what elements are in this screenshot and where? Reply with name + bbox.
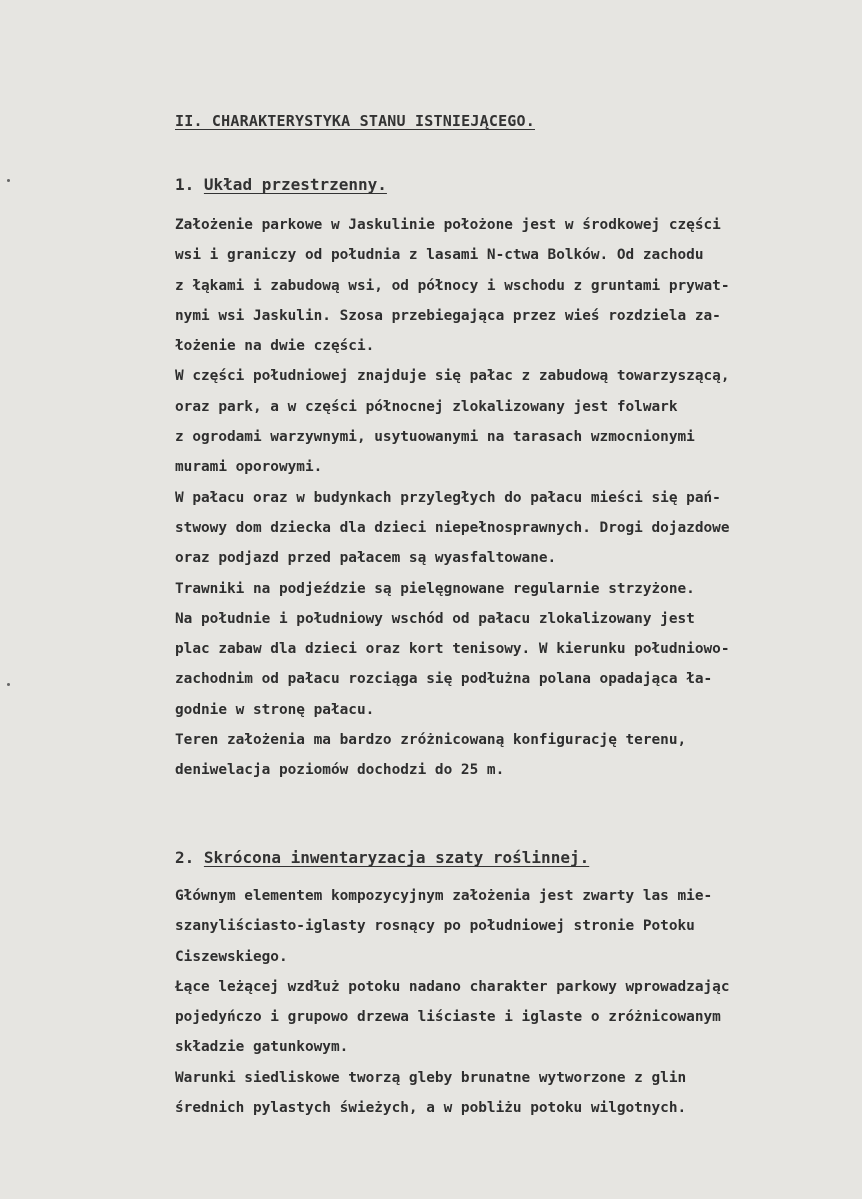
text-line: pojedyńczo i grupowo drzewa liściaste i iglaste o zróżnicowanym	[175, 1009, 721, 1026]
text-line: murami oporowymi.	[175, 459, 323, 476]
text-line: W pałacu oraz w budynkach przyległych do pałacu mieści się pań-	[175, 489, 721, 506]
text-line: średnich pylastych świeżych, a w pobliżu potoku wilgotnych.	[175, 1100, 687, 1117]
text-line: oraz park, a w części północnej zlokalizowany jest folwark	[175, 398, 678, 415]
text-line: Teren założenia ma bardzo zróżnicowaną konfigurację terenu,	[175, 732, 687, 749]
scan-speck	[7, 179, 10, 182]
text-line: Założenie parkowe w Jaskulinie położone jest w środkowej części	[175, 217, 721, 233]
section-2-title-text: Skrócona inwentaryzacja szaty roślinnej.	[203, 848, 590, 867]
text-line: W części południowej znajduje się pałac z zabudową towarzyszącą,	[175, 368, 730, 385]
text-line: Głównym elementem kompozycyjnym założenia jest zwarty las mie-	[175, 888, 713, 904]
section-1-number: 1.	[175, 175, 195, 194]
text-line: stwowy dom dziecka dla dzieci niepełnosprawnych. Drogi dojazdowe	[175, 519, 730, 536]
text-line: Łące leżącej wzdłuż potoku nadano charakter parkowy wprowadzając	[175, 978, 730, 995]
text-line: Warunki siedliskowe tworzą gleby brunatne wytworzone z glin	[175, 1069, 687, 1086]
section-2-body	[175, 881, 845, 1123]
text-line: składzie gatunkowym.	[175, 1039, 349, 1056]
text-line: Trawniki na podjeździe są pielęgnowane regularnie strzyżone.	[175, 580, 695, 597]
text-line: oraz podjazd przed pałacem są wyasfaltowane.	[175, 550, 557, 567]
text-line: z łąkami i zabudową wsi, od północy i wschodu z gruntami prywat-	[175, 277, 730, 294]
text-line: zachodnim od pałacu rozciąga się podłużna polana opadająca ła-	[175, 671, 713, 688]
section-1-title	[175, 175, 387, 194]
text-line: Na południe i południowy wschód od pałacu zlokalizowany jest	[175, 610, 695, 627]
section-2-title	[175, 848, 589, 867]
text-line: nymi wsi Jaskulin. Szosa przebiegająca przez wieś rozdziela za-	[175, 307, 721, 324]
text-line: Ciszewskiego.	[175, 948, 288, 965]
text-line: plac zabaw dla dzieci oraz kort tenisowy. W kierunku południowo-	[175, 641, 730, 658]
scan-speck	[7, 683, 10, 686]
text-line: godnie w stronę pałacu.	[175, 701, 375, 718]
text-line: łożenie na dwie części.	[175, 338, 375, 355]
chapter-heading: II. CHARAKTERYSTYKA STANU ISTNIEJĄCEGO.	[175, 112, 535, 130]
text-line: szanyliściasto-iglasty rosnący po południowej stronie Potoku	[175, 918, 695, 935]
section-2-number: 2.	[175, 848, 195, 867]
text-line: deniwelacja poziomów dochodzi do 25 m.	[175, 762, 505, 779]
text-line: wsi i graniczy od południa z lasami N-ctwa Bolków. Od zachodu	[175, 247, 704, 264]
text-line: z ogrodami warzywnymi, usytuowanymi na tarasach wzmocnionymi	[175, 429, 695, 446]
section-1-body	[175, 210, 845, 786]
section-1-title-text: Układ przestrzenny.	[203, 175, 387, 194]
